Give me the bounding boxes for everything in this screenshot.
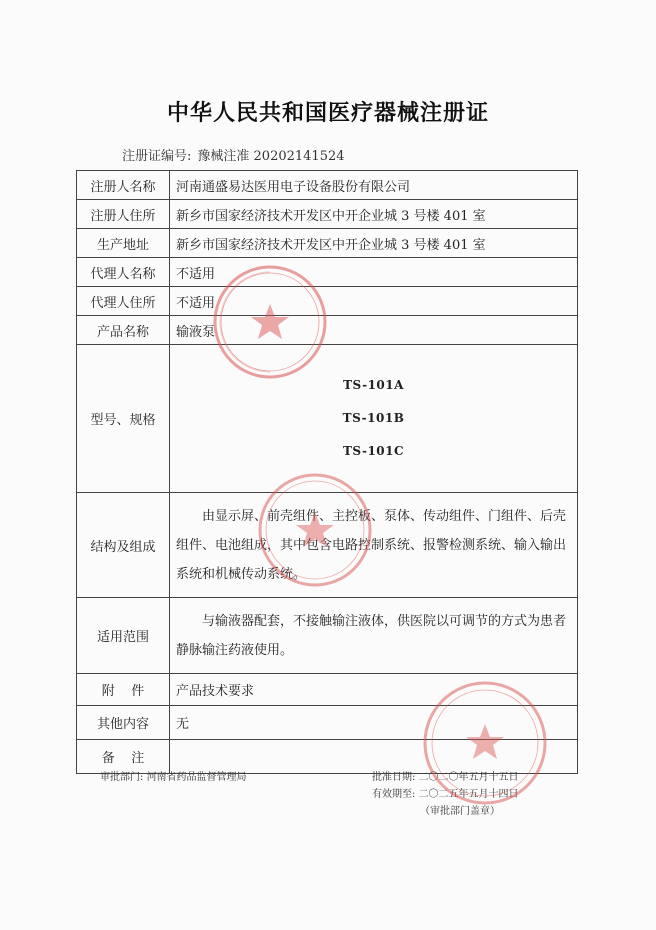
model-value: TS-101C <box>342 444 405 458</box>
remark-label: 备 注 <box>77 740 170 774</box>
table-row <box>77 493 578 598</box>
approval-dept <box>100 768 247 783</box>
table-row <box>77 706 578 740</box>
registrant-name-value: 河南通盛易达医用电子设备股份有限公司 <box>170 171 578 200</box>
registration-number-label: 注册证编号: <box>122 149 192 164</box>
approval-date-value: 二〇二〇年五月十五日 <box>418 772 519 783</box>
certificate-table <box>76 170 578 774</box>
other-label: 其他内容 <box>77 706 170 740</box>
agent-address-label: 代理人住所 <box>77 287 170 316</box>
production-address-value: 新乡市国家经济技术开发区中开企业城 3 号楼 401 室 <box>170 229 578 258</box>
model-value: TS-101A <box>343 378 404 392</box>
table-row <box>77 229 578 258</box>
agent-name-label: 代理人名称 <box>77 258 170 287</box>
seal-note: （审批部门盖章） <box>420 806 500 817</box>
production-address-label: 生产地址 <box>77 229 170 258</box>
product-name-value: 输液泵 <box>170 316 578 345</box>
table-row <box>77 316 578 345</box>
table-row <box>77 171 578 200</box>
model-values <box>170 345 578 493</box>
approval-date-label: 批准日期: <box>372 772 416 783</box>
model-value: TS-101B <box>342 411 405 425</box>
model-label: 型号、规格 <box>77 345 170 493</box>
page-title: 中华人民共和国医疗器械注册证 <box>166 100 489 126</box>
registration-number <box>122 145 345 164</box>
registration-number-value: 豫械注准 20202141524 <box>197 149 345 164</box>
registrant-address-value: 新乡市国家经济技术开发区中开企业城 3 号楼 401 室 <box>170 200 578 229</box>
approval-dept-value: 河南省药品监督管理局 <box>146 772 247 783</box>
table-row <box>77 674 578 706</box>
product-name-label: 产品名称 <box>77 316 170 345</box>
table-row <box>77 345 578 493</box>
structure-label: 结构及组成 <box>77 493 170 598</box>
valid-until <box>372 785 519 800</box>
agent-address-value: 不适用 <box>170 287 578 316</box>
approval-dept-label: 审批部门: <box>100 772 144 783</box>
valid-until-value: 二〇二五年五月十四日 <box>418 789 519 800</box>
table-row <box>77 287 578 316</box>
table-row <box>77 200 578 229</box>
table-row <box>77 258 578 287</box>
attachment-label: 附 件 <box>77 674 170 706</box>
registrant-address-label: 注册人住所 <box>77 200 170 229</box>
scope-label: 适用范围 <box>77 598 170 674</box>
valid-until-label: 有效期至: <box>372 789 416 800</box>
other-value: 无 <box>170 706 578 740</box>
registrant-name-label: 注册人名称 <box>77 171 170 200</box>
attachment-value: 产品技术要求 <box>170 674 578 706</box>
table-row <box>77 598 578 674</box>
scope-value: 与输液器配套，不接触输注液体，供医院以可调节的方式为患者静脉输注药液使用。 <box>170 598 578 674</box>
structure-value: 由显示屏、前壳组件、主控板、泵体、传动组件、门组件、后壳组件、电池组成，其中包含电路控制系统、报警检测系统、输入输出系统和机械传动系统。 <box>170 493 578 598</box>
approval-date <box>372 768 519 783</box>
agent-name-value: 不适用 <box>170 258 578 287</box>
